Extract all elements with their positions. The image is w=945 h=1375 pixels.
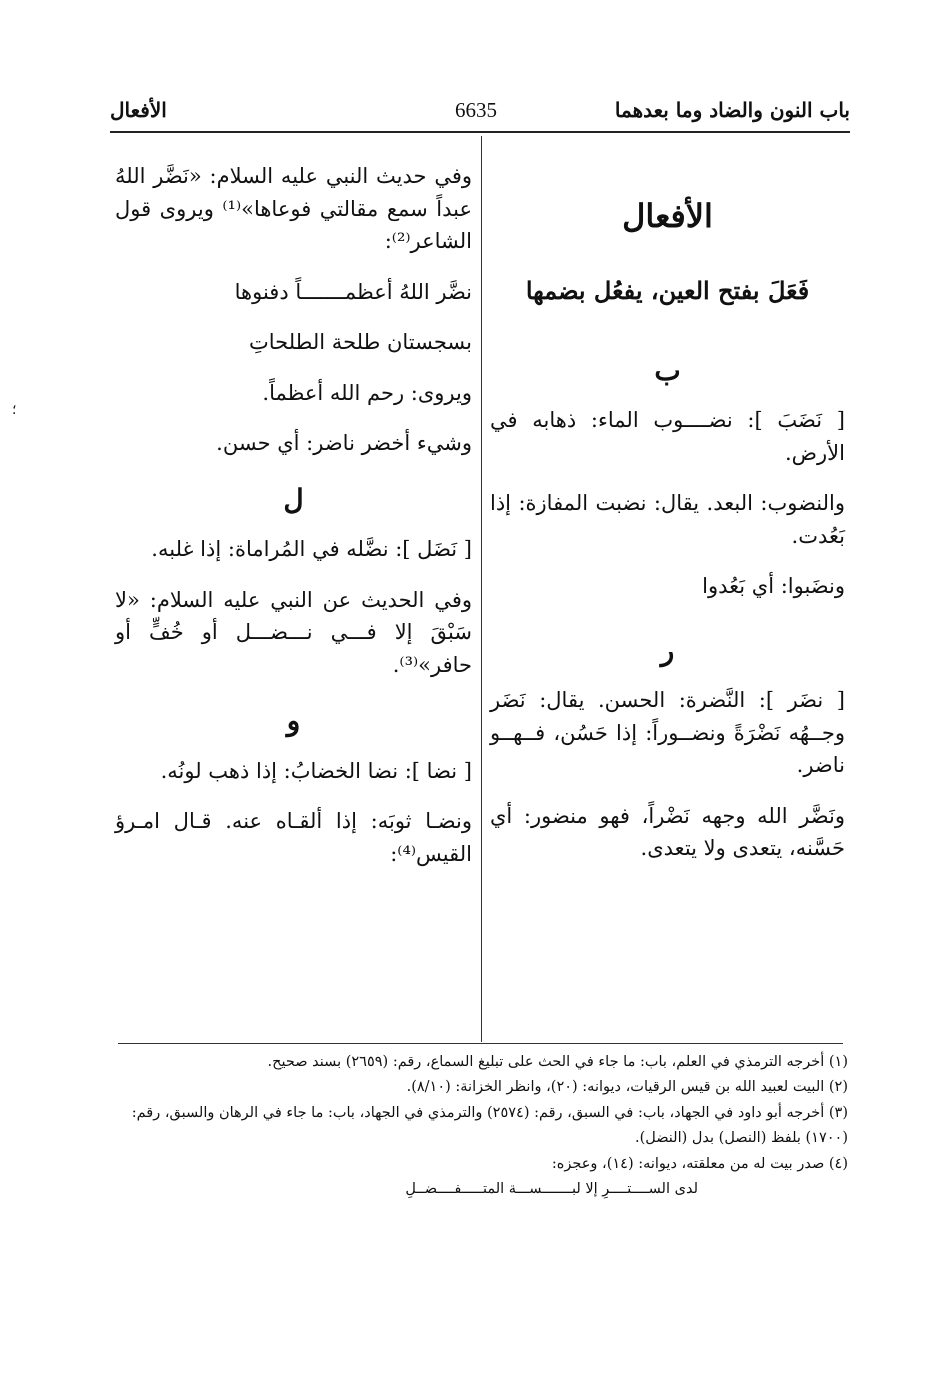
- letter-heading-r: ر: [660, 633, 675, 667]
- entry-nada-2: ونضـا ثوبَه: إذا ألقـاه عنه. قـال امـرؤ القيس⁽⁴⁾:: [115, 809, 472, 866]
- main-heading: الأفعال: [622, 197, 713, 235]
- entry-nadal-1: [ نَضَل ]: نضَّله في المُراماة: إذا غلبه.: [151, 537, 472, 562]
- entry-hadith-1: وفي حديث النبي عليه السلام: «نَضَّر اللهُ عبداً سمع مقالتي فوعاها»⁽¹⁾ ويروى قول الشاعر⁽²⁾:: [115, 164, 472, 254]
- entry-akhdar: وشيء أخضر ناضر: أي حسن.: [216, 431, 472, 456]
- footnote-4-verse: لدى الســــتــــرِ إلا لبـــــــســـة المتـــــفــــضــلِ: [405, 1180, 698, 1197]
- footnote-4: (٤) صدر بيت له من معلقته، ديوانه: (١٤)، وعجزه:: [551, 1155, 848, 1172]
- footnote-2: (٢) البيت لعبيد الله بن قيس الرقيات، ديوانه: (٢٠)، وانظر الخزانة: (٨/١٠).: [406, 1079, 848, 1096]
- entry-nasab-3: ونضَبوا: أي بَعُدوا: [702, 574, 845, 599]
- letter-heading-b: ب: [654, 353, 681, 387]
- chapter-title: باب النون والضاد وما بعدهما: [614, 98, 850, 122]
- margin-mark: ؛: [12, 402, 17, 418]
- page-number: 6635: [455, 98, 497, 122]
- page-header: [110, 96, 850, 136]
- sub-heading: فَعَلَ بفتح العين، يفعُل بضمها: [525, 275, 810, 305]
- entry-nadar-2: ونَضَّر الله وجهه نَضْراً، فهو منضور: أي حَسَّنه، يتعدى ولا يتعدى.: [490, 803, 845, 861]
- entry-nasab-1: [ نَضَبَ ]: نضــــوب الماء: ذهابه في الأرض.: [490, 408, 845, 465]
- header-rule: [110, 131, 850, 133]
- right-column: [490, 180, 845, 883]
- letter-heading-l: ل: [283, 482, 304, 516]
- entry-nadar-1: [ نضَر ]: النَّضرة: الحسن. يقال: نَضَر وجــهُه نَضْرَةً ونضــوراً: إذا حَسُن، فــهــو ناضر.: [490, 688, 845, 778]
- letter-heading-w: و: [286, 704, 301, 738]
- entry-nada-1: [ نضا ]: نضا الخضابُ: إذا ذهب لونُه.: [160, 758, 472, 783]
- footnote-1: (١) أخرجه الترمذي في العلم، باب: ما جاء في الحث على تبليغ السماع، رقم: (٢٦٥٩) بسند صحيح.: [267, 1054, 848, 1070]
- footnote-3: (٣) أخرجه أبو داود في الجهاد، باب: في السبق، رقم: (٢٥٧٤) والترمذي في الجهاد، باب: ما جاء في الرهان والسبق، رقم: (١٧٠٠) بلفظ (النصل) بدل (النضل).: [131, 1104, 848, 1147]
- entry-nasab-2: والنضوب: البعد. يقال: نضبت المفازة: إذا بَعُدت.: [490, 491, 845, 548]
- left-column: [115, 160, 472, 888]
- entry-nadal-2: وفي الحديث عن النبي عليه السلام: «لا سَبْقَ إلا فـــي نـــضـــل أو خُفٍّ أو حافر»⁽³⁾.: [115, 587, 472, 677]
- entry-riwaya: ويروى: رحم الله أعظماً.: [262, 380, 472, 405]
- column-divider: [481, 136, 482, 1042]
- verse-line-1: نضَّر اللهُ أعظمـــــــاً دفنوها: [234, 279, 472, 304]
- section-title: الأفعال: [110, 98, 167, 122]
- footnote-rule: [118, 1043, 843, 1044]
- verse-line-2: بسجستان طلحة الطلحاتِ: [249, 330, 472, 355]
- footnotes: [118, 1050, 848, 1202]
